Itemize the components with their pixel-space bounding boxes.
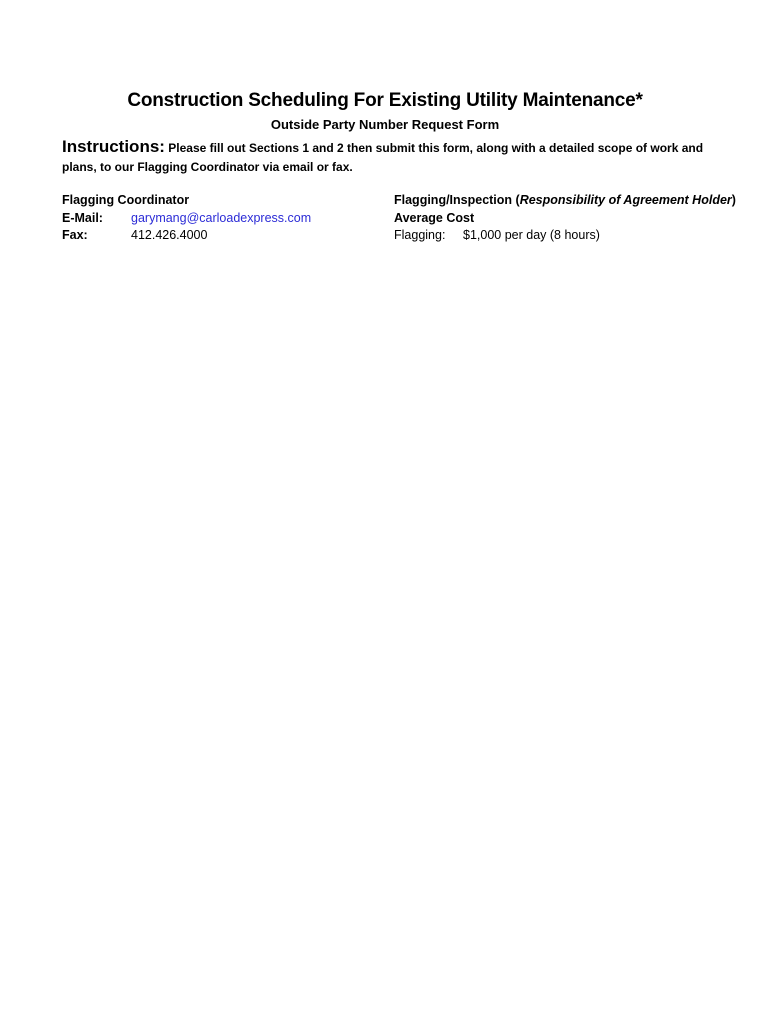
coordinator-heading: Flagging Coordinator <box>62 193 190 207</box>
fax-value: 412.426.4000 <box>131 228 208 242</box>
fax-row <box>62 227 382 245</box>
fax-label: Fax: <box>62 228 88 242</box>
instructions-block <box>62 137 722 177</box>
flagging-heading-suffix: ) <box>731 193 736 207</box>
page-title: Construction Scheduling For Existing Utility Maintenance* <box>127 90 643 111</box>
flagging-cost-row <box>394 227 734 245</box>
email-row <box>62 210 382 228</box>
instructions-lead: Instructions: <box>62 137 165 156</box>
flagging-label: Flagging: <box>394 228 446 242</box>
flagging-value: $1,000 per day (8 hours) <box>463 228 600 242</box>
flagging-heading-prefix: Flagging/Inspection ( <box>394 193 520 207</box>
email-link[interactable]: garymang@carloadexpress.com <box>131 210 312 225</box>
flagging-heading <box>394 192 734 210</box>
flagging-section <box>394 192 734 245</box>
page-subtitle: Outside Party Number Request Form <box>270 117 500 132</box>
cost-heading: Average Cost <box>394 210 475 225</box>
instructions-text: Please fill out Sections 1 and 2 then submit this form, along with a detailed scope of work and plans, to our Flagging Coordinator via email or fax. <box>62 141 704 174</box>
flagging-heading-italic: Responsibility of Agreement Holder <box>519 193 732 207</box>
coordinator-section <box>62 192 382 245</box>
email-label: E-Mail: <box>62 210 103 225</box>
